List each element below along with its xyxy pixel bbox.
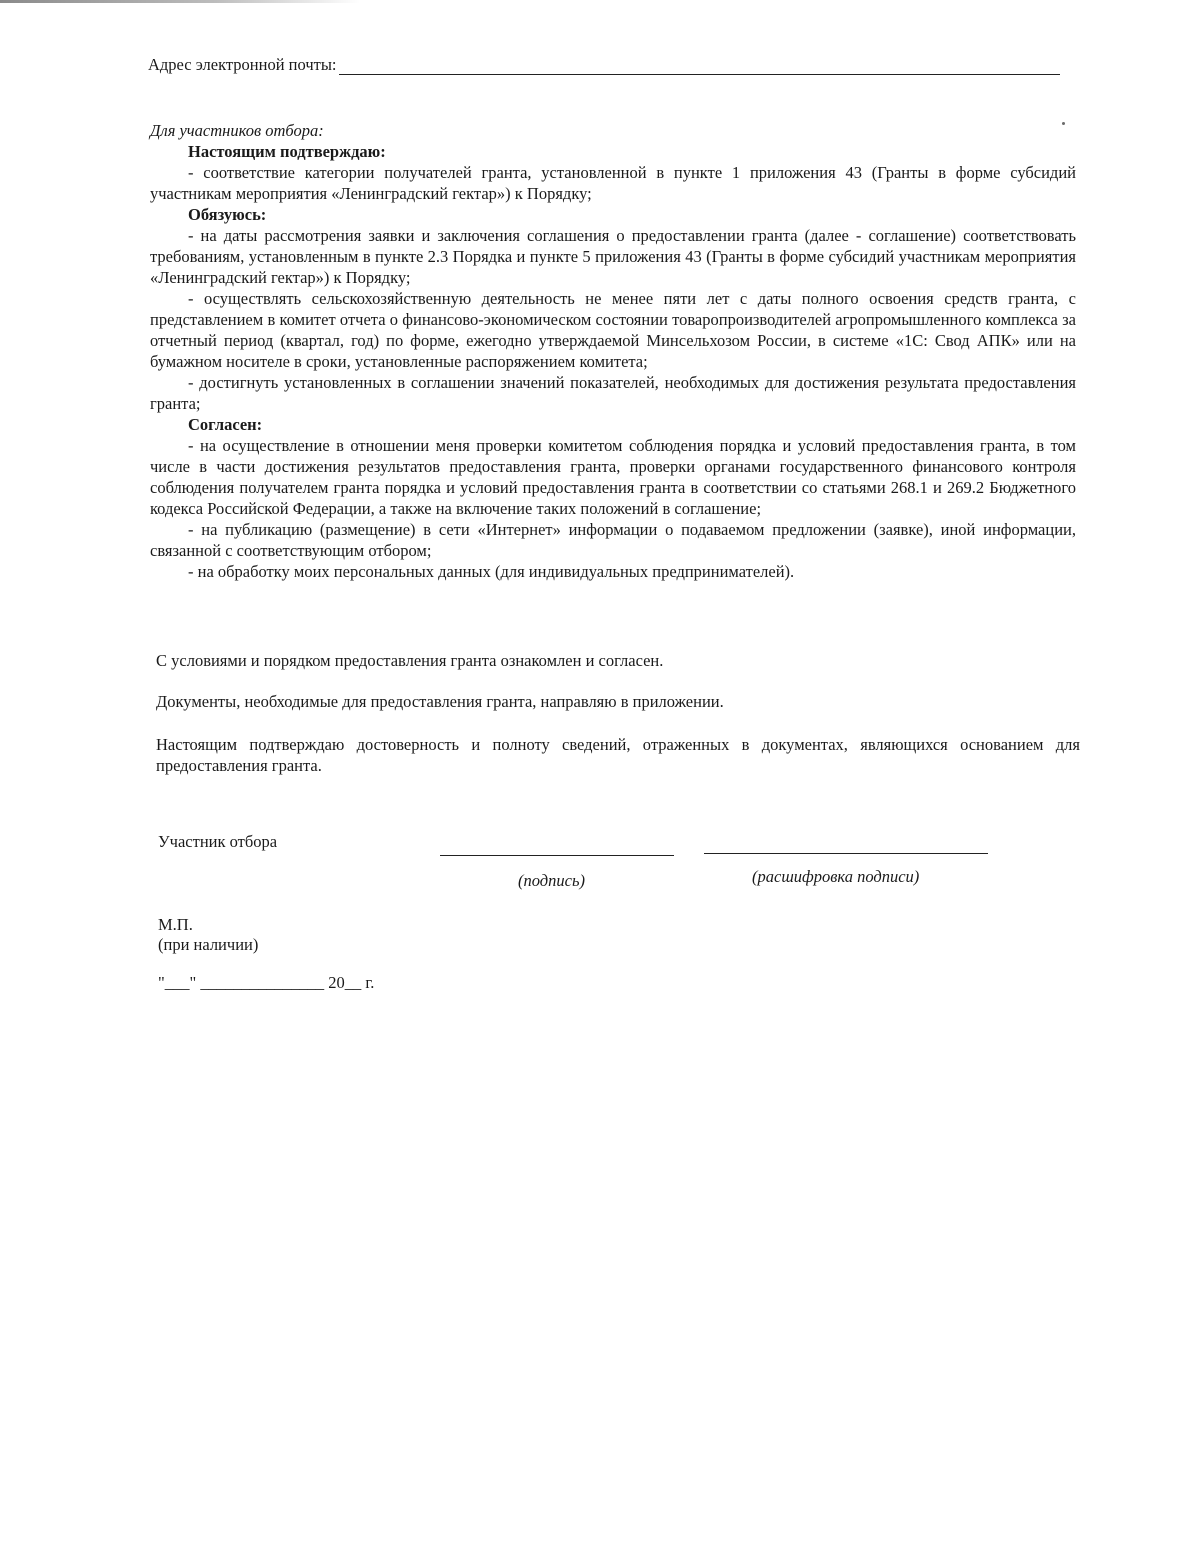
signature-caption: (подпись) [518,871,585,890]
statement-reliability: Настоящим подтверждаю достоверность и полноту сведений, отраженных в документах, являющихся основанием для предоставления гранта. [156,735,1080,775]
email-field-row [148,54,1060,75]
date-line: "___" _______________ 20__ г. [158,973,375,992]
signature-area [158,828,1058,1008]
statement-reliability-block [156,734,1080,776]
oblige-item: - достигнуть установленных в соглашении значений показателей, необходимых для достижения результата предоставления гранта; [150,373,1076,413]
email-fill-line [339,60,1061,75]
agree-item: - на осуществление в отношении меня проверки комитетом соблюдения порядка и условий предоставления гранта, в том числе в части достижения результатов предоставления гранта, проверки органами государственного финансового контроля соблюдения получателем гранта порядка и условий предоставления гранта в соответствии со статьями 268.1 и 269.2 Бюджетного кодекса Российской Федерации, а также на включение таких положений в соглашение; [150,436,1076,518]
statement-documents-block [156,691,1080,712]
agree-heading: Согласен: [188,415,263,434]
statement-documents: Документы, необходимые для предоставления гранта, направляю в приложении. [156,692,724,711]
oblige-item: - на даты рассмотрения заявки и заключения соглашения о предоставлении гранта (далее - соглашение) соответствовать требованиям, установленным в пункте 2.3 Порядка и пункте 5 приложения 43 (Гранты в форме субсидий участникам мероприятия «Ленинградский гектар») к Порядку; [150,226,1076,287]
statement-acquainted-block [156,650,1080,671]
email-label: Адрес электронной почты: [148,55,337,74]
participants-section [150,120,1076,582]
stamp-note: (при наличии) [158,935,259,954]
scan-edge-artifact [0,0,360,3]
participant-label: Участник отбора [158,832,278,851]
agree-item: - на публикацию (размещение) в сети «Интернет» информации о подаваемом предложении (заявке), иной информации, связанной с соответствующим отбором; [150,520,1076,560]
oblige-heading: Обязуюсь: [188,205,267,224]
participants-title: Для участников отбора: [150,121,324,140]
confirm-heading: Настоящим подтверждаю: [188,142,386,161]
confirm-item: - соответствие категории получателей гранта, установленной в пункте 1 приложения 43 (Гранты в форме субсидий участникам мероприятия «Ленинградский гектар») к Порядку; [150,163,1076,203]
agree-item: - на обработку моих персональных данных (для индивидуальных предпринимателей). [188,562,795,581]
oblige-item: - осуществлять сельскохозяйственную деятельность не менее пяти лет с даты полного освоения средств гранта, с представлением в комитет отчета о финансово-экономическом состоянии товаропроизводителей агропромышленного комплекса за отчетный период (квартал, год) по форме, ежегодно утверждаемой Минсельхозом России, в системе «1С: Свод АПК» или на бумажном носителе в сроки, установленные распоряжением комитета; [150,289,1076,371]
stamp-label: М.П. [158,915,193,934]
signature-decoding-line [704,852,988,854]
statement-acquainted: С условиями и порядком предоставления гранта ознакомлен и согласен. [156,651,664,670]
decoding-caption: (расшифровка подписи) [752,867,920,886]
signature-line [440,854,674,856]
